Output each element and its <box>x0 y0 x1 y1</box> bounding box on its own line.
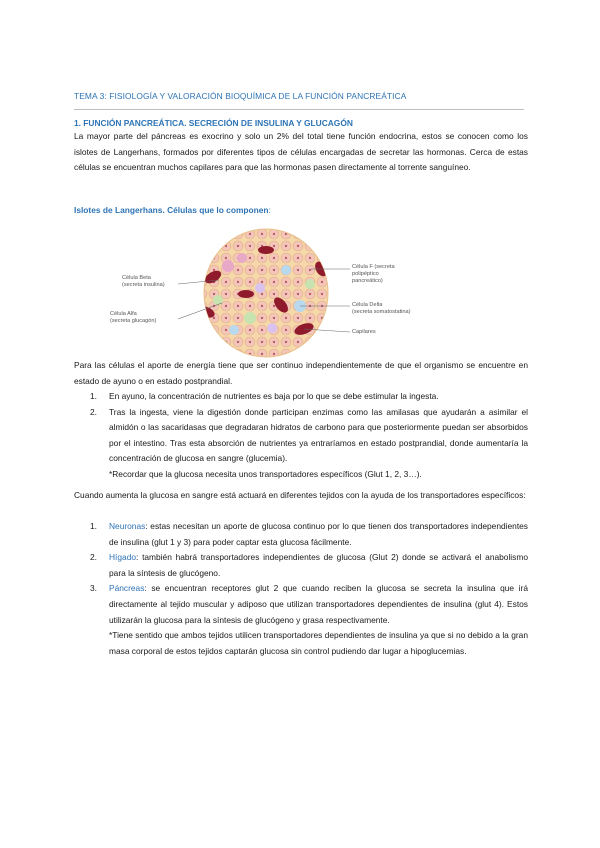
header-divider <box>74 109 524 110</box>
islet-illustration <box>100 228 500 358</box>
alfa-cell-label: Célula Alfa (secreta glucagón) <box>110 311 157 324</box>
capillaries-label: Capilares <box>352 329 376 335</box>
islets-subtitle-text: Islotes de Langerhans. Células que lo componen <box>74 205 269 215</box>
glut-note: *Recordar que la glucosa necesita unos transportadores específicos (Glut 1, 2, 3…). <box>109 468 422 479</box>
delta-cell-label: Célula Delta (secreta somatostatina) <box>352 302 411 315</box>
islets-subtitle <box>74 205 271 215</box>
beta-cell-label: Célula Beta (secreta insulina) <box>122 275 165 288</box>
term-higado: Hígado <box>109 552 137 563</box>
hypoglycemia-note: *Tiene sentido que ambos tejidos utilicen transportadores dependientes de insulina ya que si no debido a la gran masa corporal de estos tejidos captarán glucosa sin control pudiendo dar lugar a hipoglucemias. <box>109 630 528 656</box>
list-item: 3. Páncreas: se encuentran receptores glut 2 que cuando reciben la glucosa se secreta la insulina que irá directamente al tejido muscular y adiposo que utilizan transportadores dependientes de insulina (glut 4). Estos utilizarán la glucosa para la síntesis de glucógeno y grasa respectivamente. *Tiene sentido que ambos tejidos utilicen transportadores dependientes de insulina ya que si no debido a la gran masa corporal de estos tejidos captarán glucosa sin control pudiendo dar lugar a hipoglucemias. <box>74 581 528 659</box>
intro-paragraph: La mayor parte del páncreas es exocrino y solo un 2% del total tiene función endocrina, estos se conocen como los islotes de Langerhans, formados por diferentes tipos de células encargadas de secretar las hormonas. Cerca de estas células se encuentran muchos capilares para que las hormonas pasen directamente al torrente sanguíneo. <box>74 131 528 173</box>
f-cell-label: Célula F (secreta polipéptico pancreático) <box>352 264 395 284</box>
section-title: 1. FUNCIÓN PANCREÁTICA. SECRECIÓN DE INSULINA Y GLUCAGÓN <box>74 118 353 128</box>
islet-figure <box>100 228 500 358</box>
list-item: 1. En ayuno, la concentración de nutrientes es baja por lo que se debe estimular la ingesta. <box>90 391 439 401</box>
list-item: 1. Neuronas: estas necesitan un aporte de glucosa continuo por lo que tienen dos transportadores independientes de insulina (glut 1 y 3) para poder captar esta glucosa fácilmente. <box>90 521 528 547</box>
list-item: 2. Tras la ingesta, viene la digestión donde participan enzimas como las amilasas que ayudarán a asimilar el almidón o las sacaridasas que degradaran hidratos de carbono para que posteriormente puedan ser absorbidos por el intestino. Tras esta absorción de nutrientes ya entraríamos en estado postprandial, donde aumentaría la concentración de glucosa en sangre (glucemia). *Recordar que la glucosa necesita unos transportadores específicos (Glut 1, 2, 3…). <box>74 405 528 483</box>
tissue-list <box>74 519 528 659</box>
term-pancreas: Páncreas <box>109 583 145 594</box>
islets-subtitle-colon: : <box>268 205 271 215</box>
page-header: TEMA 3: FISIOLOGÍA Y VALORACIÓN BIOQUÍMICA DE LA FUNCIÓN PANCREÁTICA <box>74 91 407 101</box>
energy-paragraph: Para las células el aporte de energía tiene que ser continuo independientemente de que el organismo se encuentre en estado de ayuno o en estado postprandial. <box>74 360 528 386</box>
list-item: 2. Hígado: también habrá transportadores independientes de glucosa (Glut 2) donde se activará el anabolismo para la síntesis de glucógeno. <box>90 552 528 578</box>
term-neuronas: Neuronas <box>109 521 146 531</box>
energy-list <box>74 389 528 483</box>
glucose-paragraph: Cuando aumenta la glucosa en sangre está actuará en diferentes tejidos con la ayuda de los transportadores específicos: <box>74 490 526 500</box>
